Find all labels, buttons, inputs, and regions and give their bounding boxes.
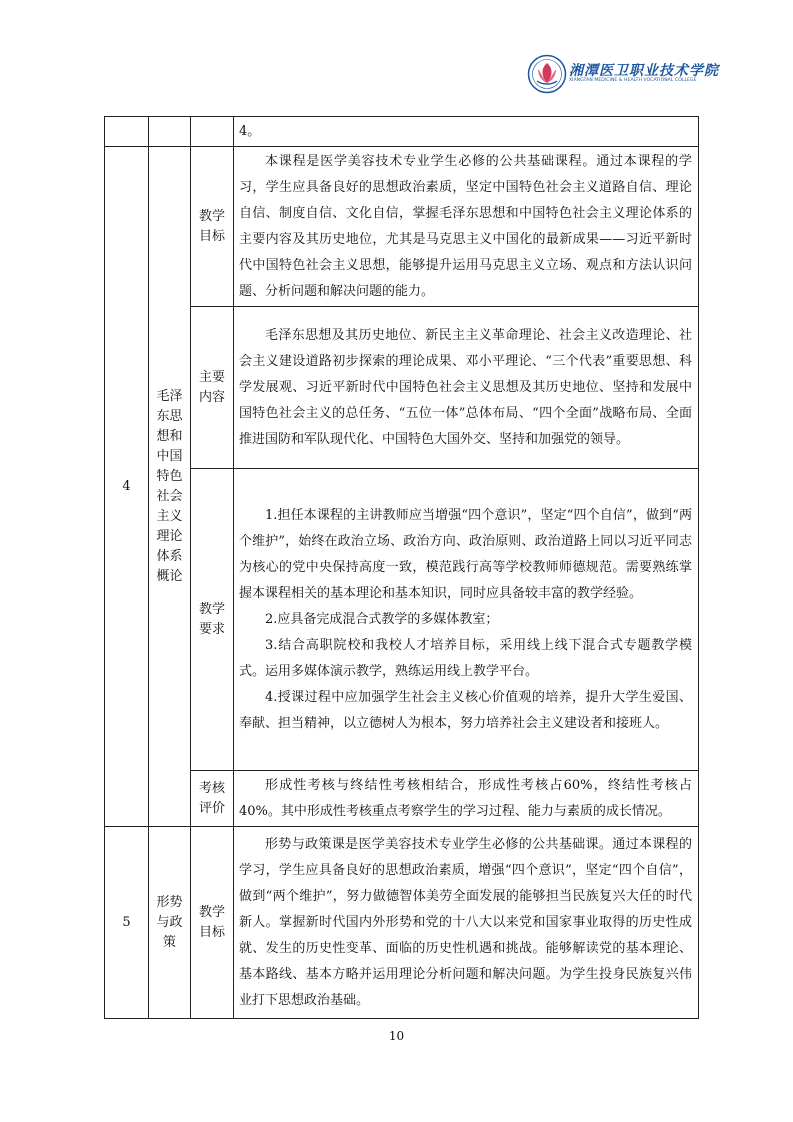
teaching-goal-text: 本课程是医学美容技术专业学生必修的公共基础课程。通过本课程的学习，学生应具备良好的思想政治素质，坚定中国特色社会主义道路自信、理论自信、制度自信、文化自信，掌握毛泽东思想和中国特色社会主义理论体系的主要内容及其历史地位，尤其是马克思主义中国化的最新成果——习近平新时代中国特色社会主义思想，能够提升运用马克思主义立场、观点和方法认识问题、分析问题和解决问题的能力。 (239, 153, 692, 299)
row-label-cell (191, 147, 234, 307)
row-label: 主要内容 (198, 369, 225, 405)
main-content-text: 毛泽东思想及其历史地位、新民主主义革命理论、社会主义改造理论、社会主义建设道路初步探索的理论成果、邓小平理论、“三个代表”重要思想、科学发展观、习近平新时代中国特色社会主义思想及其历史地位、坚持和发展中国特色社会主义的总任务、“五位一体”总体布局、“四个全面”战略布局、全面推进国防和军队现代化、中国特色大国外交、坚持和加强党的领导。 (239, 327, 692, 447)
requirement-item: 2.应具备完成混合式教学的多媒体教室； (265, 611, 499, 627)
main-content-cell (234, 307, 699, 469)
curriculum-table (104, 116, 699, 1019)
row-label: 考核评价 (198, 780, 225, 816)
college-logo (527, 52, 719, 98)
requirement-item: 3.结合高职院校和我校人才培养目标，采用线上线下混合式专题教学模式。运用多媒体演示教学，熟练运用线上教学平台。 (239, 637, 692, 679)
course-name-cell (149, 827, 191, 1019)
table-row (105, 117, 699, 147)
table-row (105, 771, 699, 827)
continuation-text-cell (234, 117, 699, 147)
assessment-text: 形成性考核与终结性考核相结合，形成性考核占60%，终结性考核占40%。其中形成性考核重点考察学生的学习过程、能力与素质的成长情况。 (239, 777, 692, 819)
requirement-item: 4.授课过程中应加强学生社会主义核心价值观的培养，提升大学生爱国、奉献、担当精神，以立德树人为根本，努力培养社会主义建设者和接班人。 (239, 689, 692, 731)
continuation-text: 4。 (239, 123, 261, 139)
page-number: 10 (388, 1029, 405, 1043)
row-label: 教学要求 (198, 601, 225, 637)
teaching-goal-text: 形势与政策课是医学美容技术专业学生必修的公共基础课。通过本课程的学习，学生应具备良好的思想政治素质，增强“四个意识”，坚定“四个自信”，做到“两个维护”，努力做德智体美劳全面发展的能够担当民族复兴大任的时代新人。掌握新时代国内外形势和党的十八大以来党和国家事业取得的历史性成就、发生的历史性变革、面临的历史性机遇和挑战。能够解读党的基本理论、基本路线、基本方略并运用理论分析问题和解决问题。为学生投身民族复兴伟业打下思想政治基础。 (239, 836, 692, 1008)
row-label: 教学目标 (198, 208, 225, 244)
row-label: 教学目标 (198, 904, 225, 940)
college-name-en: XIANGTAN MEDICINE & HEALTH VOCATIONAL COLLEGE (569, 78, 697, 83)
course-number: 5 (105, 827, 149, 1019)
assessment-cell (234, 771, 699, 827)
row-label-cell (191, 307, 234, 469)
course-name-cell (149, 147, 191, 827)
course-name: 形势与政策 (156, 894, 183, 950)
college-emblem-icon (527, 54, 567, 94)
row-label-cell (191, 771, 234, 827)
table-row (105, 827, 699, 1019)
teaching-goal-cell (234, 827, 699, 1019)
table-row (105, 147, 699, 307)
table-row (105, 469, 699, 771)
row-label-cell (191, 469, 234, 771)
empty-cell (149, 117, 191, 147)
teaching-goal-cell (234, 147, 699, 307)
college-name-cn: 湘潭医卫职业技术学院 (569, 63, 719, 79)
course-name: 毛泽东思想和中国特色社会主义理论体系概论 (156, 388, 183, 584)
empty-cell (105, 117, 149, 147)
requirement-item: 1.担任本课程的主讲教师应当增强“四个意识”，坚定“四个自信”，做到“两个维护”，始终在政治立场、政治方向、政治原则、政治道路上同以习近平同志为核心的党中央保持高度一致，模范践行高等学校教师师德规范。需要熟练掌握本课程相关的基本理论和基本知识，同时应具备较丰富的教学经验。 (239, 507, 692, 601)
teaching-requirements-cell (234, 469, 699, 771)
empty-cell (191, 117, 234, 147)
table-row (105, 307, 699, 469)
course-number: 4 (105, 147, 149, 827)
row-label-cell (191, 827, 234, 1019)
